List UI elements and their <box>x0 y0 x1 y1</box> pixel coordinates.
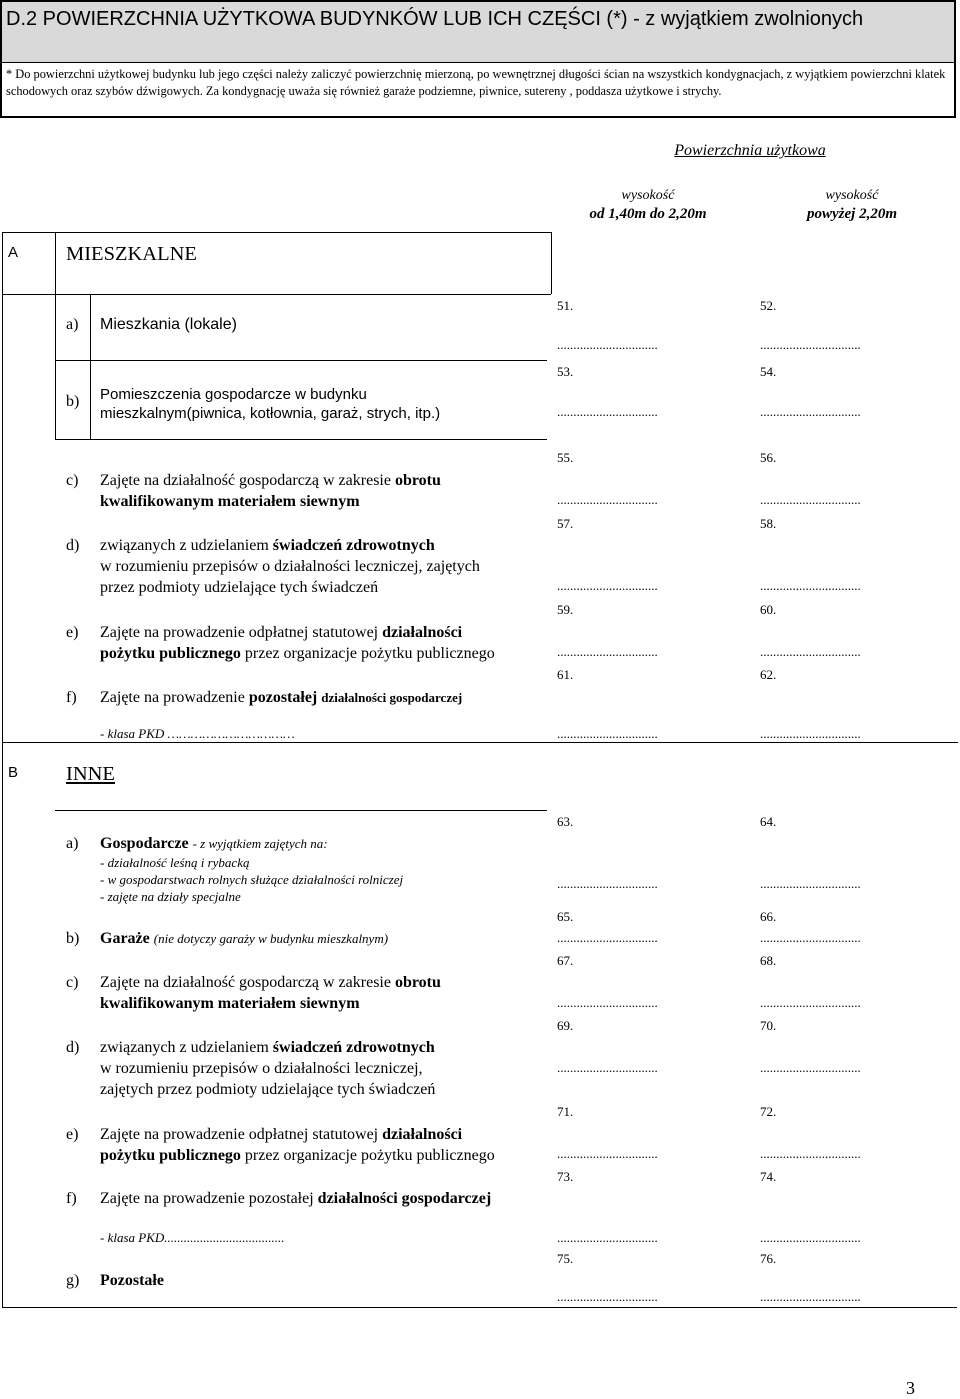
field-53-number: 53. <box>557 364 574 379</box>
a-c-text-1: Zajęte na działalność gospodarczą w zakresie obrotu <box>100 472 441 489</box>
field-52-number: 52. <box>760 298 777 313</box>
field-52-input[interactable]: ............................... <box>760 337 861 352</box>
b-e-text-2: pożytku publicznego przez organizacje pożytku publicznego <box>100 1147 495 1164</box>
section-b-title: INNE <box>66 763 115 785</box>
col1-heading-top: wysokość <box>621 188 675 203</box>
field-65-number: 65. <box>557 909 574 924</box>
field-63-number: 63. <box>557 814 574 829</box>
col1-heading-bottom: od 1,40m do 2,20m <box>589 206 707 222</box>
a-d-text-2: w rozumieniu przepisów o działalności leczniczej, zajętych <box>100 558 480 575</box>
a-b-letter: b) <box>66 393 80 410</box>
field-75-number: 75. <box>557 1251 574 1266</box>
field-71-number: 71. <box>557 1104 574 1119</box>
field-66-number: 66. <box>760 909 777 924</box>
b-f-letter: f) <box>66 1190 77 1207</box>
a-c-text-2: kwalifikowanym materiałem siewnym <box>100 493 360 510</box>
field-76-input[interactable]: ............................... <box>760 1289 861 1304</box>
a-e-letter: e) <box>66 624 79 641</box>
page-title: D.2 POWIERZCHNIA UŻYTKOWA BUDYNKÓW LUB ICH CZĘŚCI (*) - z wyjątkiem zwolnionych <box>2 2 954 63</box>
sec-a-letter-col <box>90 294 91 440</box>
b-f-pkd[interactable]: - klasa PKD..................................... <box>100 1230 285 1245</box>
field-54-number: 54. <box>760 364 777 379</box>
sec-b-bottom-line <box>2 1307 957 1308</box>
section-a-letter: A <box>8 244 19 261</box>
field-76-number: 76. <box>760 1251 777 1266</box>
a-e-text-1: Zajęte na prowadzenie odpłatnej statutowej działalności <box>100 624 463 641</box>
section-b-letter: B <box>8 764 19 781</box>
b-a-text-4: - zajęte na działy specjalne <box>100 889 241 904</box>
field-70-number: 70. <box>760 1018 777 1033</box>
b-d-text-1: związanych z udzielaniem świadczeń zdrowotnych <box>100 1039 435 1056</box>
a-a-letter: a) <box>66 316 79 333</box>
field-51-input[interactable]: ............................... <box>557 337 658 352</box>
b-f-text-1: Zajęte na prowadzenie pozostałej działalności gospodarczej <box>100 1190 492 1207</box>
field-51-number: 51. <box>557 298 574 313</box>
col2-heading-top: wysokość <box>825 188 879 203</box>
sec-a-letter-divider <box>55 232 56 294</box>
field-74-input[interactable]: ............................... <box>760 1230 861 1245</box>
b-b-text: Garaże (nie dotyczy garaży w budynku mieszkalnym) <box>100 930 389 947</box>
field-68-number: 68. <box>760 953 777 968</box>
field-55-number: 55. <box>557 450 574 465</box>
sec-a-top-line <box>2 232 551 233</box>
sec-a-divider <box>551 232 552 294</box>
sec-a-row-line-2 <box>55 439 547 440</box>
field-68-input[interactable]: ............................... <box>760 995 861 1010</box>
a-f-letter: f) <box>66 689 77 706</box>
page-number: 3 <box>906 1378 915 1398</box>
b-d-text-2: w rozumieniu przepisów o działalności leczniczej, <box>100 1060 423 1077</box>
field-65-input[interactable]: ............................... <box>557 930 658 945</box>
a-b-text-2: mieszkalnym(piwnica, kotłownia, garaż, strych, itp.) <box>100 405 441 422</box>
b-a-text-1: Gospodarcze - z wyjątkiem zajętych na: <box>100 835 328 852</box>
b-c-text-2: kwalifikowanym materiałem siewnym <box>100 995 360 1012</box>
b-a-text-2: - działalność leśną i rybacką <box>100 855 250 870</box>
b-c-text-1: Zajęte na działalność gospodarczą w zakresie obrotu <box>100 974 441 991</box>
field-57-number: 57. <box>557 516 574 531</box>
field-64-input[interactable]: ............................... <box>760 876 861 891</box>
sec-b-left-line <box>2 742 3 1308</box>
field-73-input[interactable]: ............................... <box>557 1230 658 1245</box>
field-74-number: 74. <box>760 1169 777 1184</box>
field-59-number: 59. <box>557 602 574 617</box>
column-main-heading: Powierzchnia użytkowa <box>674 142 826 159</box>
b-c-letter: c) <box>66 974 79 991</box>
a-f-text-1: Zajęte na prowadzenie pozostałej działalności gospodarczej <box>100 689 463 706</box>
sec-a-header-line <box>2 294 551 295</box>
field-67-number: 67. <box>557 953 574 968</box>
sec-b-header-line <box>55 810 547 811</box>
a-b-text-1: Pomieszczenia gospodarcze w budynku <box>100 386 367 403</box>
b-e-letter: e) <box>66 1126 79 1143</box>
field-69-input[interactable]: ............................... <box>557 1060 658 1075</box>
b-b-letter: b) <box>66 930 80 947</box>
field-64-number: 64. <box>760 814 777 829</box>
b-g-letter: g) <box>66 1272 80 1289</box>
b-d-letter: d) <box>66 1039 80 1056</box>
field-59-input[interactable]: ............................... <box>557 644 658 659</box>
field-55-input[interactable]: ............................... <box>557 492 658 507</box>
field-69-number: 69. <box>557 1018 574 1033</box>
field-67-input[interactable]: ............................... <box>557 995 658 1010</box>
field-75-input[interactable]: ............................... <box>557 1289 658 1304</box>
field-71-input[interactable]: ............................... <box>557 1146 658 1161</box>
a-d-text-1: związanych z udzielaniem świadczeń zdrowotnych <box>100 537 435 554</box>
b-g-text: Pozostałe <box>100 1272 164 1289</box>
field-58-number: 58. <box>760 516 777 531</box>
field-72-number: 72. <box>760 1104 777 1119</box>
b-a-letter: a) <box>66 835 79 852</box>
field-72-input[interactable]: ............................... <box>760 1146 861 1161</box>
field-60-number: 60. <box>760 602 777 617</box>
a-a-text: Mieszkania (lokale) <box>100 316 237 333</box>
a-d-text-3: przez podmioty udzielające tych świadczeń <box>100 579 379 596</box>
b-d-text-3: zajętych przez podmioty udzielające tych świadczeń <box>100 1081 436 1098</box>
a-c-letter: c) <box>66 472 79 489</box>
field-61-input[interactable]: ............................... <box>557 726 658 741</box>
a-f-pkd[interactable]: - klasa PKD …………………………… <box>100 726 295 741</box>
a-d-letter: d) <box>66 537 80 554</box>
field-61-number: 61. <box>557 667 574 682</box>
header-note: * Do powierzchni użytkowej budynku lub jego części należy zaliczyć powierzchnię mierzoną, po wewnętrznej długości ścian na wszystkich kondygnacjach, z wyjątkiem powierzchni klatek schodowych oraz szybów dźwigowych. Za kondygnację uważa się również garaże podziemne, piwnice, sutereny , poddasza użytkowe i strychy. <box>6 67 946 98</box>
field-56-input[interactable]: ............................... <box>760 492 861 507</box>
sec-a-row-line <box>55 360 547 361</box>
b-e-text-1: Zajęte na prowadzenie odpłatnej statutowej działalności <box>100 1126 463 1143</box>
field-56-number: 56. <box>760 450 777 465</box>
b-a-text-3: - w gospodarstwach rolnych służące działalności rolniczej <box>100 872 404 887</box>
col2-heading-bottom: powyżej 2,20m <box>807 206 897 222</box>
sec-a-inner-left <box>55 294 56 440</box>
field-63-input[interactable]: ............................... <box>557 876 658 891</box>
sec-a-bottom-line <box>2 742 958 743</box>
field-70-input[interactable]: ............................... <box>760 1060 861 1075</box>
field-62-input[interactable]: ............................... <box>760 726 861 741</box>
field-60-input[interactable]: ............................... <box>760 644 861 659</box>
field-73-number: 73. <box>557 1169 574 1184</box>
a-e-text-2: pożytku publicznego przez organizacje pożytku publicznego <box>100 645 495 662</box>
field-58-input[interactable]: ............................... <box>760 578 861 593</box>
field-62-number: 62. <box>760 667 777 682</box>
sec-a-left-line <box>2 232 3 743</box>
field-53-input[interactable]: ............................... <box>557 404 658 419</box>
field-66-input[interactable]: ............................... <box>760 930 861 945</box>
field-54-input[interactable]: ............................... <box>760 404 861 419</box>
field-57-input[interactable]: ............................... <box>557 578 658 593</box>
header-box <box>0 0 956 118</box>
section-a-title: MIESZKALNE <box>66 243 197 265</box>
